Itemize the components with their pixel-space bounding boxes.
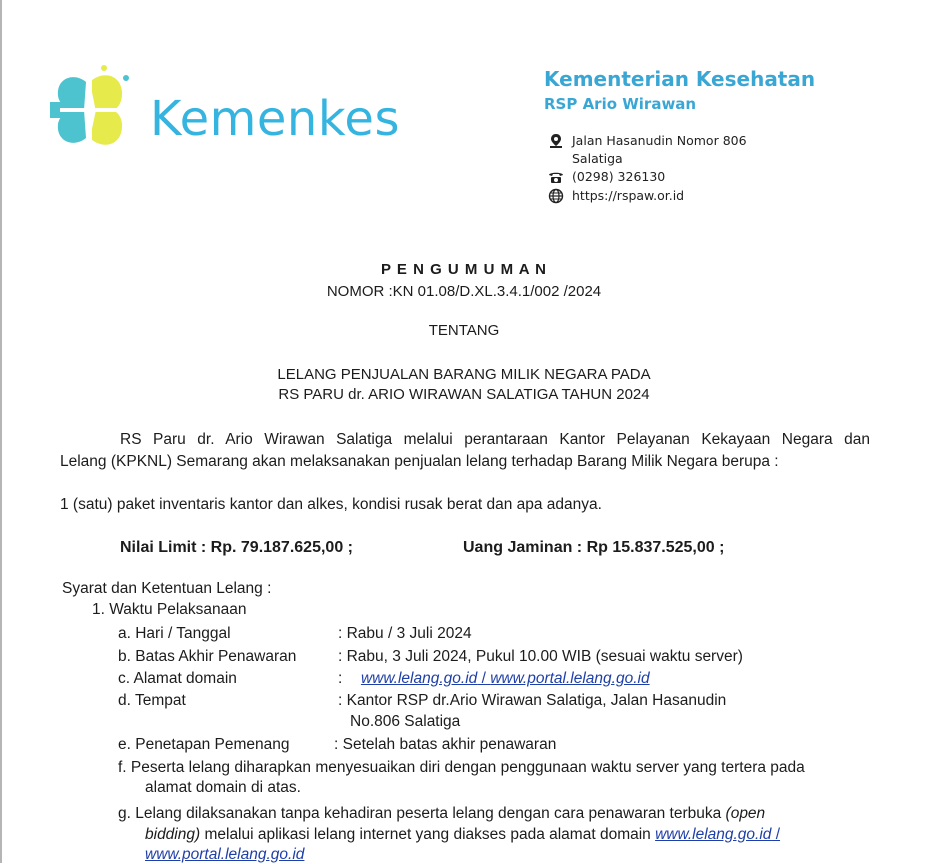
term-f-line1: f. Peserta lelang diharapkan menyesuaikan diri dengan penggunaan waktu server yang tertera pada [118, 759, 805, 776]
announcement-number: NOMOR :KN 01.08/D.XL.3.4.1/002 /2024 [326, 283, 602, 300]
org-subtitle: RSP Ario Wirawan [544, 95, 697, 113]
term-g-text: g. Lelang dilaksanakan tanpa kehadiran peserta lelang dengan cara penawaran terbuka [118, 805, 726, 822]
g-link-separator: / [771, 826, 781, 843]
term-g-line1 [118, 805, 765, 823]
portal-lelang-link[interactable]: www.portal.lelang.go.id [490, 670, 650, 687]
term-d-label: d. Tempat [118, 692, 186, 709]
lelang-link[interactable]: www.lelang.go.id [360, 670, 478, 687]
term-g-line2 [145, 826, 780, 844]
org-title: Kementerian Kesehatan [544, 67, 816, 91]
terms-heading: Syarat dan Ketentuan Lelang : [62, 580, 272, 597]
phone-number: (0298) 326130 [572, 169, 666, 184]
term-c-label: c. Alamat domain [118, 670, 237, 687]
uang-jaminan: Uang Jaminan : Rp 15.837.525,00 ; [463, 539, 725, 556]
term-b-value: : Rabu, 3 Juli 2024, Pukul 10.00 WIB (sesuai waktu server) [338, 648, 743, 665]
tentang-label: TENTANG [428, 322, 500, 339]
announcement-heading: P E N G U M U M A N [381, 261, 547, 278]
location-pin-icon [548, 133, 564, 149]
term-f-line2: alamat domain di atas. [145, 779, 301, 796]
term-g-open: (open [725, 805, 766, 822]
intro-line1: RS Paru dr. Ario Wirawan Salatiga melalui perantaraan Kantor Pelayanan Kekayaan Negara dan [120, 431, 870, 448]
term-a-value: : Rabu / 3 Juli 2024 [338, 625, 472, 642]
term-g-middle: melalui aplikasi lelang internet yang diakses pada alamat domain [200, 826, 656, 843]
website-url: https://rspaw.or.id [572, 188, 685, 203]
term-c-value [338, 670, 650, 688]
term-a-label: a. Hari / Tanggal [118, 625, 231, 642]
terms-item-1: 1. Waktu Pelaksanaan [92, 601, 247, 618]
intro-line2: Lelang (KPKNL) Semarang akan melaksanakan penjualan lelang terhadap Barang Milik Negara berupa : [60, 453, 779, 470]
term-g-line3 [145, 846, 304, 864]
term-e-value: : Setelah batas akhir penawaran [334, 736, 557, 753]
kemenkes-logo-icon [50, 64, 130, 156]
address-line2: Salatiga [572, 151, 623, 166]
g-lelang-link[interactable]: www.lelang.go.id [655, 826, 772, 843]
nilai-limit: Nilai Limit : Rp. 79.187.625,00 ; [120, 539, 353, 556]
address-line1: Jalan Hasanudin Nomor 806 [572, 133, 747, 148]
telephone-icon [548, 169, 564, 185]
term-g-bidding: bidding) [145, 826, 201, 843]
term-d-value-line1: : Kantor RSP dr.Ario Wirawan Salatiga, Jalan Hasanudin [338, 692, 727, 709]
g-portal-lelang-link[interactable]: www.portal.lelang.go.id [145, 846, 305, 863]
globe-icon [548, 188, 564, 204]
term-b-label: b. Batas Akhir Penawaran [118, 648, 297, 665]
term-e-label: e. Penetapan Pemenang [118, 736, 290, 753]
subject-line1: LELANG PENJUALAN BARANG MILIK NEGARA PADA [277, 366, 651, 383]
page-left-edge [0, 0, 2, 863]
item-description: 1 (satu) paket inventaris kantor dan alkes, kondisi rusak berat dan apa adanya. [60, 496, 602, 513]
term-d-value-line2: No.806 Salatiga [350, 713, 461, 730]
subject-line2: RS PARU dr. ARIO WIRAWAN SALATIGA TAHUN 2024 [278, 386, 650, 403]
brand-name: Kemenkes [150, 91, 400, 147]
term-c-colon: : [338, 670, 343, 687]
link-separator: / [477, 670, 491, 687]
